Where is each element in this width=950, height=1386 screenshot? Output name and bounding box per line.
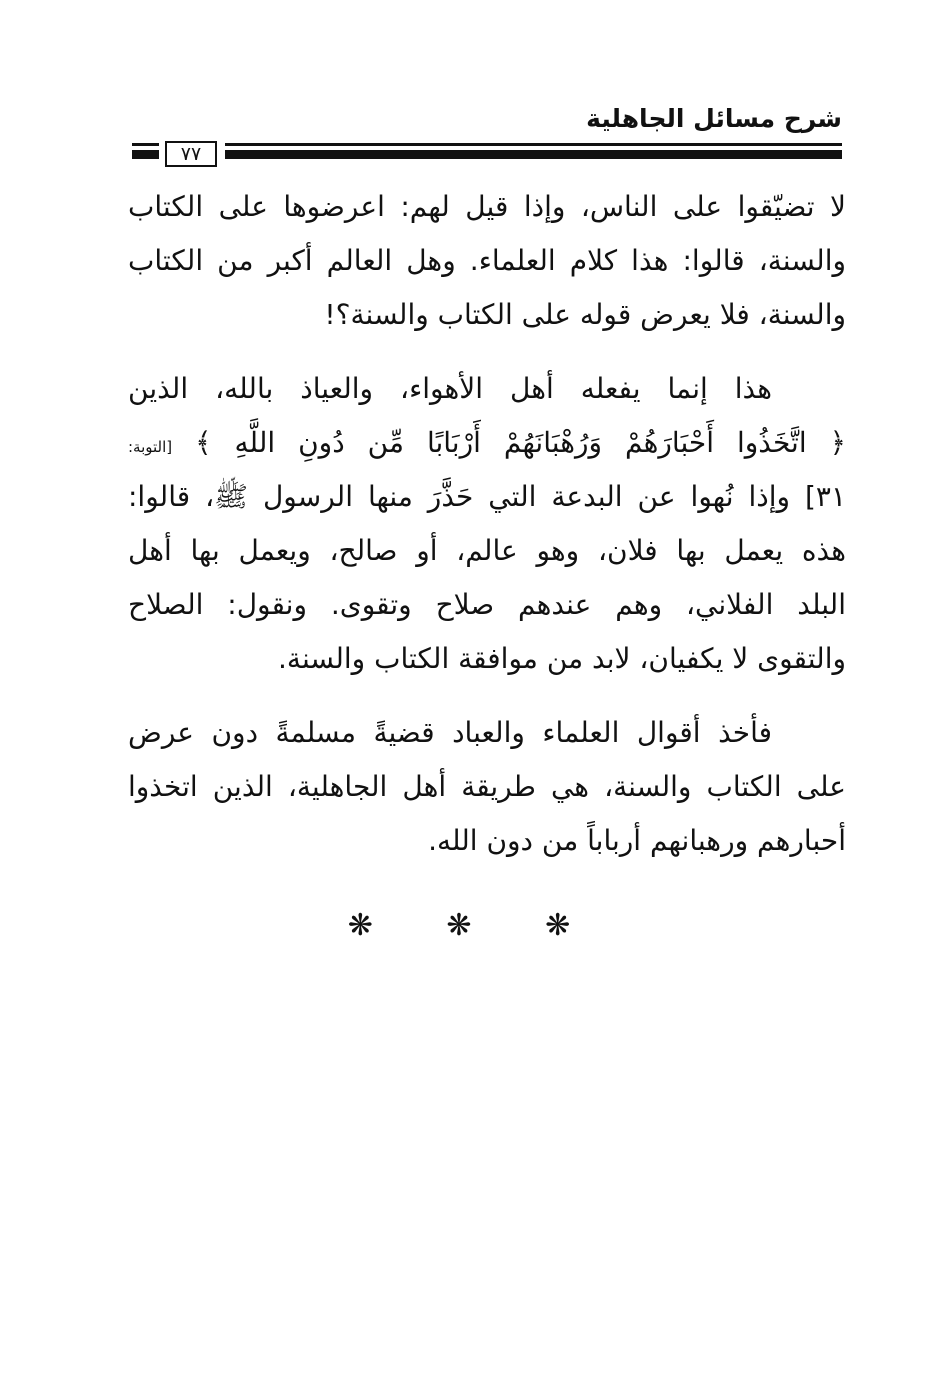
page-number: ٧٧ [165, 141, 217, 167]
text-line: هذا إنما يفعله أهل الأهواء، والعياذ بالله، الذين [128, 372, 772, 405]
text-line: ٣١] وإذا نُهوا عن البدعة التي حَذَّرَ منها الرسول ﷺ، قالوا: [128, 480, 846, 513]
text-line: لا تضيّقوا على الناس، وإذا قيل لهم: اعرضوها على الكتاب [128, 190, 846, 223]
text-line: فأخذ أقوال العلماء والعباد قضيةً مسلمةً دون عرض [128, 716, 772, 749]
body-text [128, 180, 846, 868]
quran-line [128, 416, 846, 470]
text-line: هذه يعمل بها فلان، وهو عالم، أو صالح، ويعمل بها أهل [128, 534, 846, 567]
quran-verse: ﴿ اتَّخَذُوا أَحْبَارَهُمْ وَرُهْبَانَهُمْ أَرْبَابًا مِّن دُونِ اللَّهِ ﴾ [195, 426, 847, 459]
text-line: على الكتاب والسنة، هي طريقة أهل الجاهلية، الذين اتخذوا [128, 770, 846, 803]
text-line: والسنة، قالوا: هذا كلام العلماء. وهل العالم أكبر من الكتاب [128, 244, 846, 277]
verse-reference: [التوبة: [128, 438, 173, 456]
header-rule-left [132, 143, 159, 162]
text-line: والسنة، فلا يعرض قوله على الكتاب والسنة؟! [324, 298, 846, 331]
header-rule-right [225, 143, 842, 162]
text-line: أحبارهم ورهبانهم أرباباً من دون الله. [428, 824, 846, 857]
text-line: والتقوى لا يكفيان، لابد من موافقة الكتاب والسنة. [278, 642, 846, 675]
running-header-title: شرح مسائل الجاهلية [586, 104, 842, 133]
text-line: البلد الفلاني، وهم عندهم صلاح وتقوى. ونقول: الصلاح [128, 588, 846, 621]
section-separator-stars: ❋ ❋ ❋ [347, 908, 603, 943]
